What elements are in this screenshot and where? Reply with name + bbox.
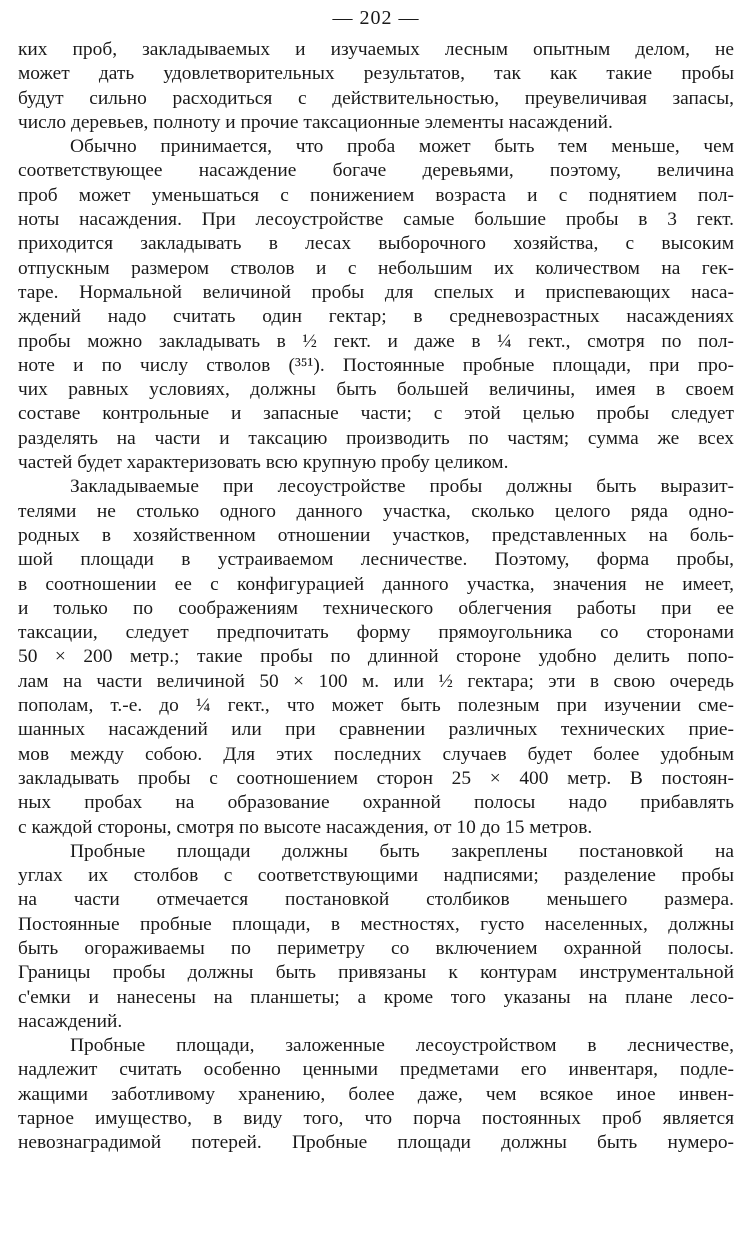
text-line: будут сильно расходиться с действительностью, преувеличивая запасы, (18, 87, 734, 109)
text-line: мов между собою. Для этих последних случаев будет более удобным (18, 743, 734, 765)
book-page (18, 4, 734, 1156)
text-line: частей будет характеризовать всю крупную пробу целиком. (18, 452, 509, 474)
text-line: разделять на части и таксацию производить по частям; сумма же всех (18, 427, 734, 449)
text-line: Обычно принимается, что проба может быть тем меньше, чем (70, 136, 734, 158)
page-number: — 202 — (332, 7, 420, 29)
text-line: углах их столбов с соответствующими надписями; разделение пробы (18, 865, 734, 887)
text-line: и только по соображениям технического облегчения работы при ее (18, 597, 734, 619)
text-line: телями не столько одного данного участка, сколько целого ряда одно- (18, 500, 734, 522)
text-line: тарное имущество, в виду того, что порча постоянных проб является (18, 1108, 734, 1130)
text-line: чих равных условиях, должны быть большей величины, имея в своем (18, 379, 734, 401)
text-line: Закладываемые при лесоустройстве пробы должны быть выразит- (70, 476, 734, 498)
text-line: в соотношении ее с конфигурацией данного участка, значения не имеет, (18, 573, 734, 595)
text-line: может дать удовлетворительных результатов, так как такие пробы (18, 63, 734, 85)
text-line: 50 × 200 метр.; такие пробы по длинной стороне удобно делить попо- (18, 646, 734, 668)
text-line: с'емки и нанесены на планшеты; а кроме того указаны на плане лесо- (18, 986, 734, 1008)
text-line: Пробные площади, заложенные лесоустройством в лесничестве, (70, 1035, 734, 1057)
text-line: Границы пробы должны быть привязаны к контурам инструментальной (18, 962, 734, 984)
text-line: шой площади в устраиваемом лесничестве. Поэтому, форма пробы, (18, 549, 734, 571)
text-line: пополам, т.-е. до ¼ гект., что может быть полезным при изучении сме- (18, 695, 734, 717)
text-line: жащими заботливому хранению, более даже, чем всякое иное инвен- (18, 1083, 734, 1105)
text-line: закладывать пробы с соотношением сторон 25 × 400 метр. В постоян- (18, 767, 734, 789)
text-line: надлежит считать особенно ценными предметами его инвентаря, подле- (18, 1059, 734, 1081)
text-line: с каждой стороны, смотря по высоте насаждения, от 10 до 15 метров. (18, 816, 593, 838)
text-line: невознаградимой потерей. Пробные площади должны быть нумеро- (18, 1132, 734, 1154)
text-line: таре. Нормальной величиной пробы для спелых и приспевающих наса- (18, 281, 734, 303)
text-line: таксации, следует предпочитать форму прямоугольника со сторонами (18, 622, 734, 644)
text-line: составе контрольные и запасные части; с этой целью пробы следует (18, 403, 734, 425)
text-line: ноты насаждения. При лесоустройстве самые большие пробы в 3 гект. (18, 209, 734, 231)
text-line: родных в хозяйственном отношении участков, представленных на боль- (18, 524, 734, 546)
text-line: на части отмечается постановкой столбиков меньшего размера. (18, 889, 734, 911)
text-line: проб может уменьшаться с понижением возраста и с поднятием пол- (18, 184, 734, 206)
text-line: число деревьев, полноту и прочие таксационные элементы насаждений. (18, 111, 613, 133)
text-line: быть огораживаемы по периметру со включением охранной полосы. (18, 937, 734, 959)
text-line: отпускным размером стволов и с небольшим их количеством на гек- (18, 257, 734, 279)
text-line: Постоянные пробные площади, в местностях, густо населенных, должны (18, 913, 734, 935)
text-line: ноте и по числу стволов (³⁵¹). Постоянные пробные площади, при про- (18, 354, 734, 376)
text-line: ждений надо считать один гектар; в средневозрастных насаждениях (18, 306, 734, 328)
text-line: лам на части величиной 50 × 100 м. или ½ гектара; эти в свою очередь (18, 670, 734, 692)
text-line: ких проб, закладываемых и изучаемых лесным опытным делом, не (18, 39, 734, 60)
text-line: насаждений. (18, 1010, 123, 1032)
text-line: ных пробах на образование охранной полосы надо прибавлять (18, 792, 734, 814)
text-line: шанных насаждений или при сравнении различных технических прие- (18, 719, 734, 741)
text-line: приходится закладывать в лесах выборочного хозяйства, с высоким (18, 233, 734, 255)
text-line: соответствующее насаждение богаче деревьями, поэтому, величина (18, 160, 734, 182)
text-line: пробы можно закладывать в ½ гект. и даже в ¼ гект., смотря по пол- (18, 330, 734, 352)
page-body-text (18, 38, 734, 1156)
text-line: Пробные площади должны быть закреплены постановкой на (70, 840, 734, 862)
